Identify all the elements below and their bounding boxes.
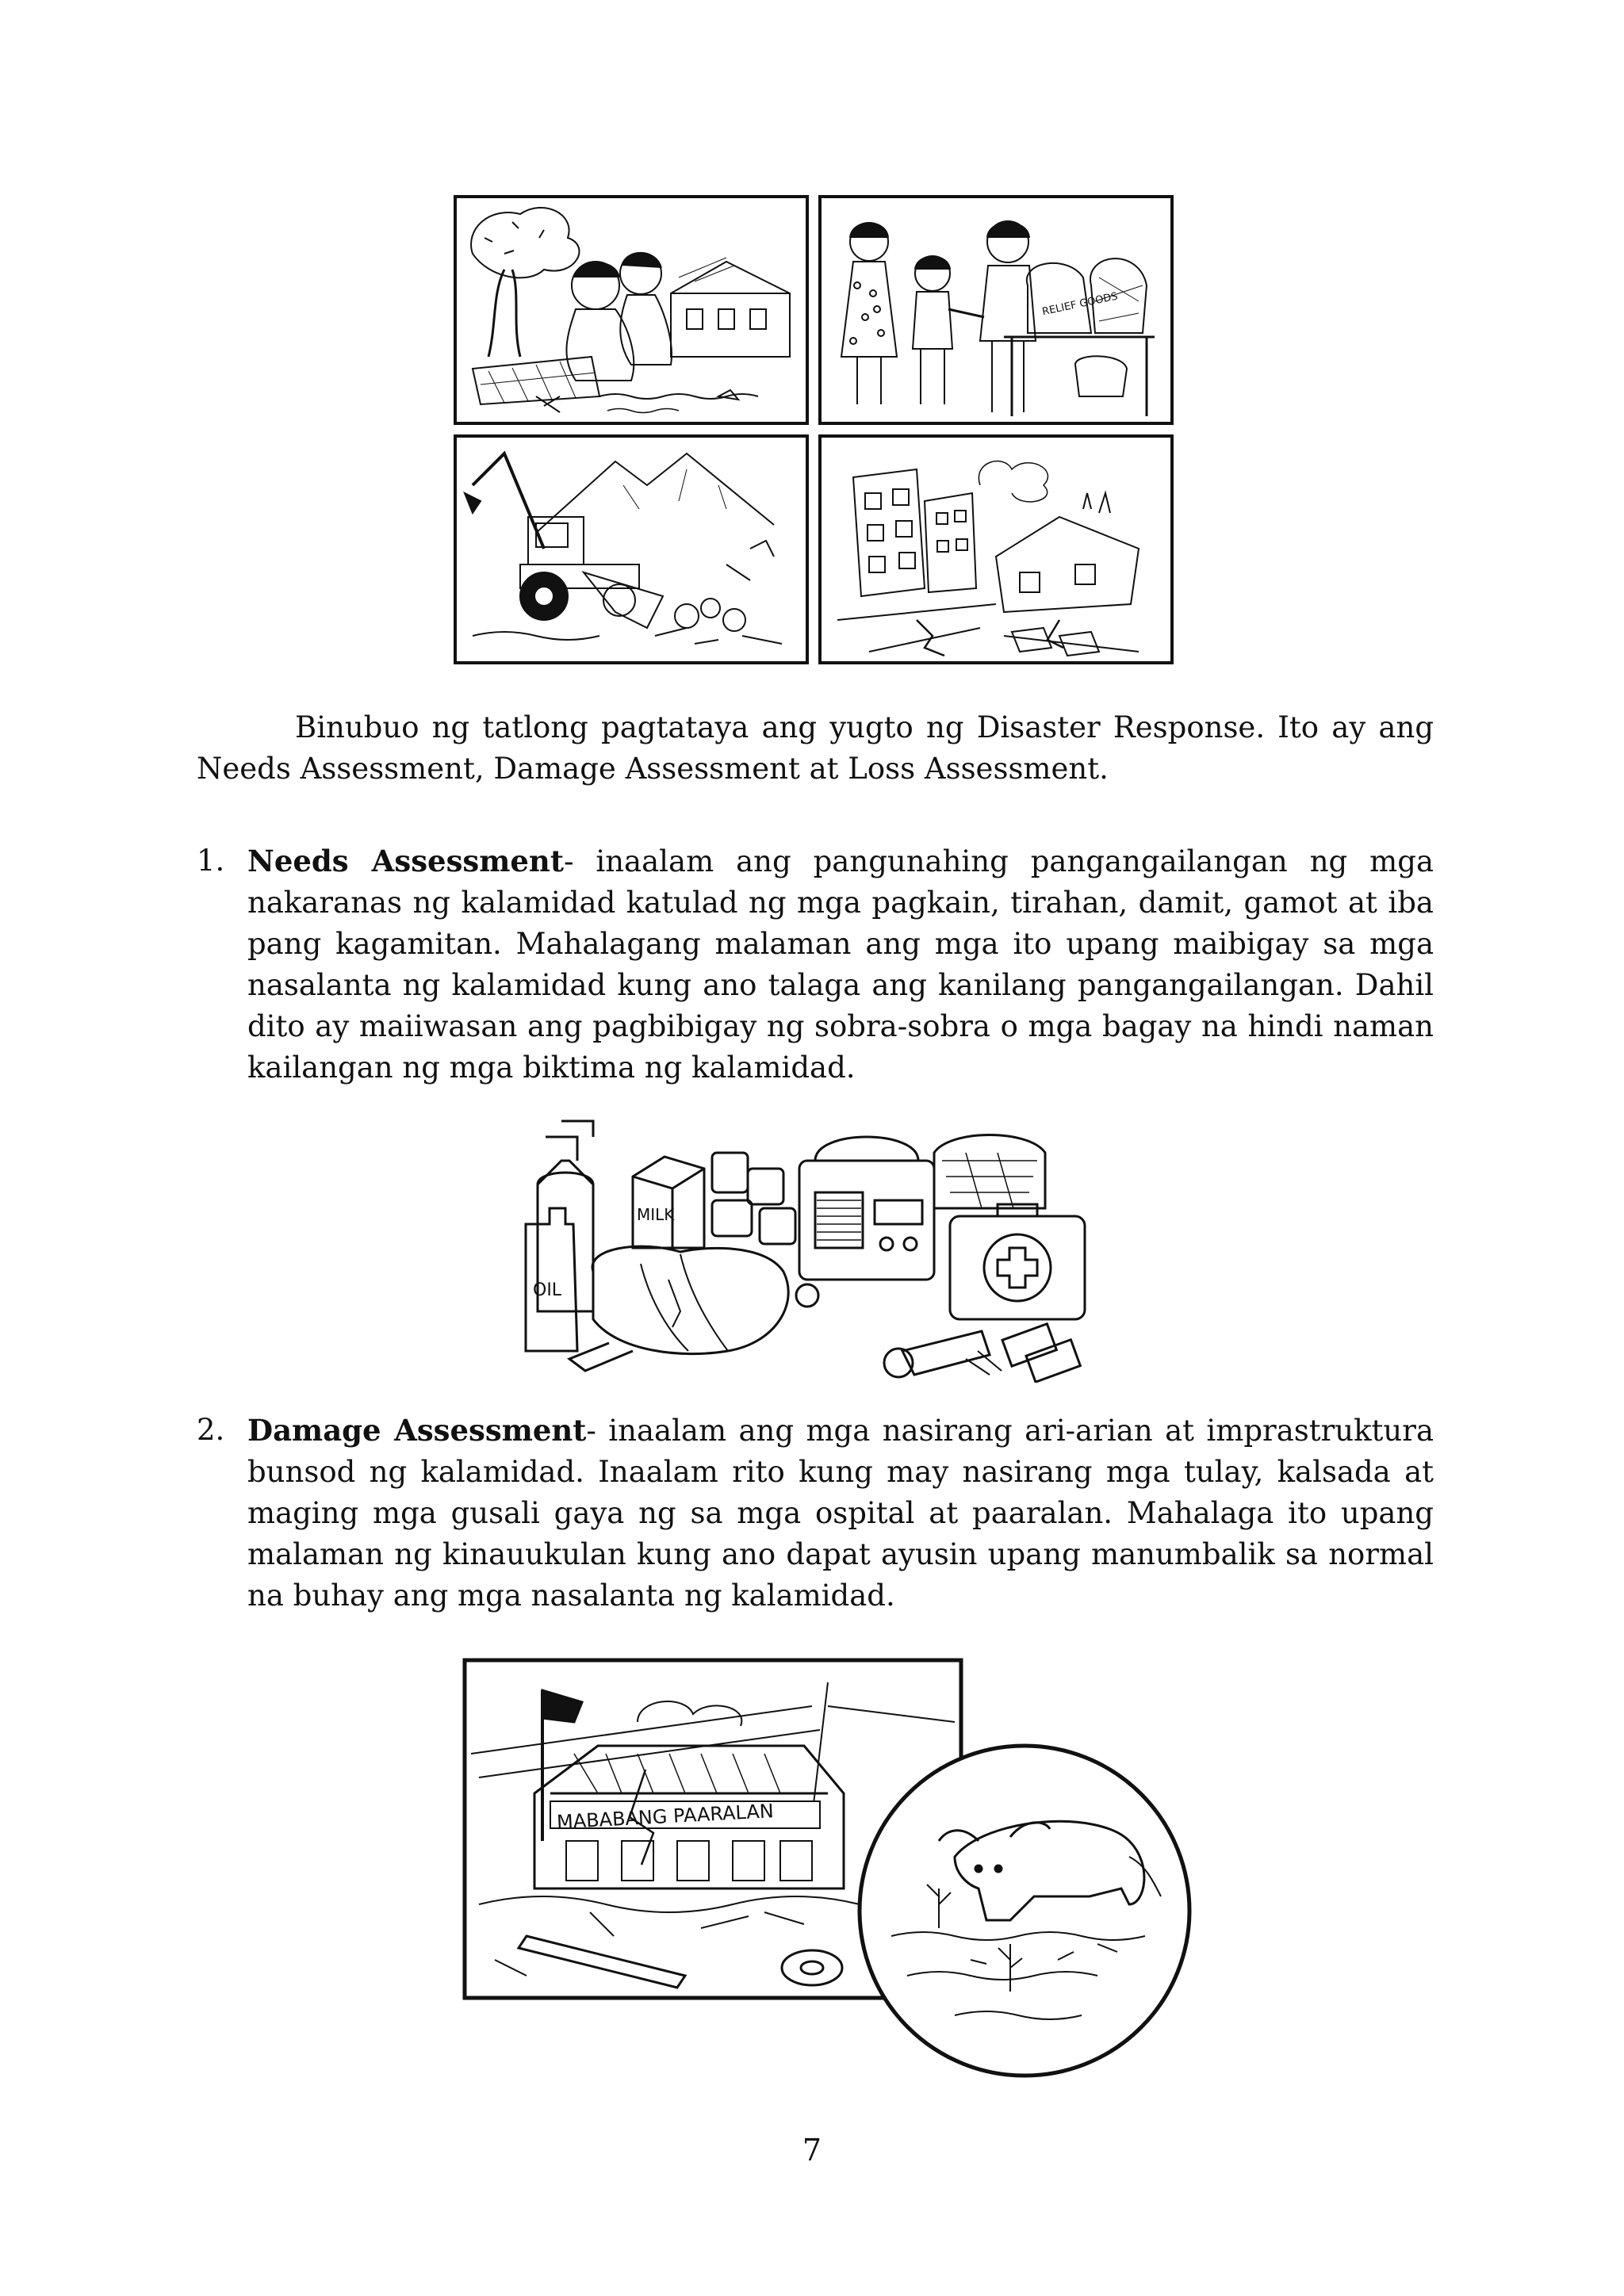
term-needs-assessment: Needs Assessment <box>247 844 564 878</box>
damaged-school-illustration <box>463 1659 1193 2103</box>
needs-assessment-definition: - inaalam ang pangunahing pangangailangan ng mga nakaranas ng kalamidad katulad ng mga pagkain, tirahan, damit, gamot at iba pang kagamitan. Mahalagang malaman ang mga ito upang maibigay sa mga nasalanta ng kalamidad kung ano talaga ang kanilang pangangailangan. Dahil dito ay maiiwasan ang pagbibigay ng sobra-sobra o mga bagay na hindi naman kailangan ng mga biktima ng kalamidad. <box>247 844 1434 1085</box>
relief-supplies-illustration <box>522 1113 1115 1383</box>
relief-goods-label: RELIEF GOODS <box>1041 290 1119 319</box>
milk-label: MILK <box>637 1205 675 1224</box>
list-item-body <box>247 1410 1434 1617</box>
flood-aftermath-illustration <box>454 195 809 425</box>
earthquake-damage-illustration <box>818 434 1174 664</box>
page-number: 7 <box>802 2133 822 2168</box>
oil-label: OIL <box>533 1280 562 1300</box>
landslide-clearing-illustration <box>454 434 809 664</box>
relief-distribution-illustration <box>818 195 1174 425</box>
damage-assessment-definition: - inaalam ang mga nasirang ari-arian at imprastruktura bunsod ng kalamidad. Inaalam rito kung may nasirang mga tulay, kalsada at maging mga gusali gaya ng sa mga ospital at paaralan. Mahalaga ito upang malaman ng kinauukulan kung ano dapat ayusin upang manumbalik sa normal na buhay ang mga nasalanta ng kalamidad. <box>247 1414 1434 1613</box>
list-item-body <box>247 840 1434 1089</box>
list-number: 2. <box>197 1413 225 1447</box>
disaster-response-illustration-grid <box>454 195 1174 668</box>
intro-text: Binubuo ng tatlong pagtataya ang yugto ng Disaster Response. Ito ay ang Needs Assessment, Damage Assessment at Loss Assessment. <box>197 710 1434 786</box>
intro-paragraph <box>197 707 1434 790</box>
school-sign: MABABANG PAARALAN <box>556 1800 775 1834</box>
list-number: 1. <box>197 844 225 878</box>
term-damage-assessment: Damage Assessment <box>247 1413 587 1448</box>
